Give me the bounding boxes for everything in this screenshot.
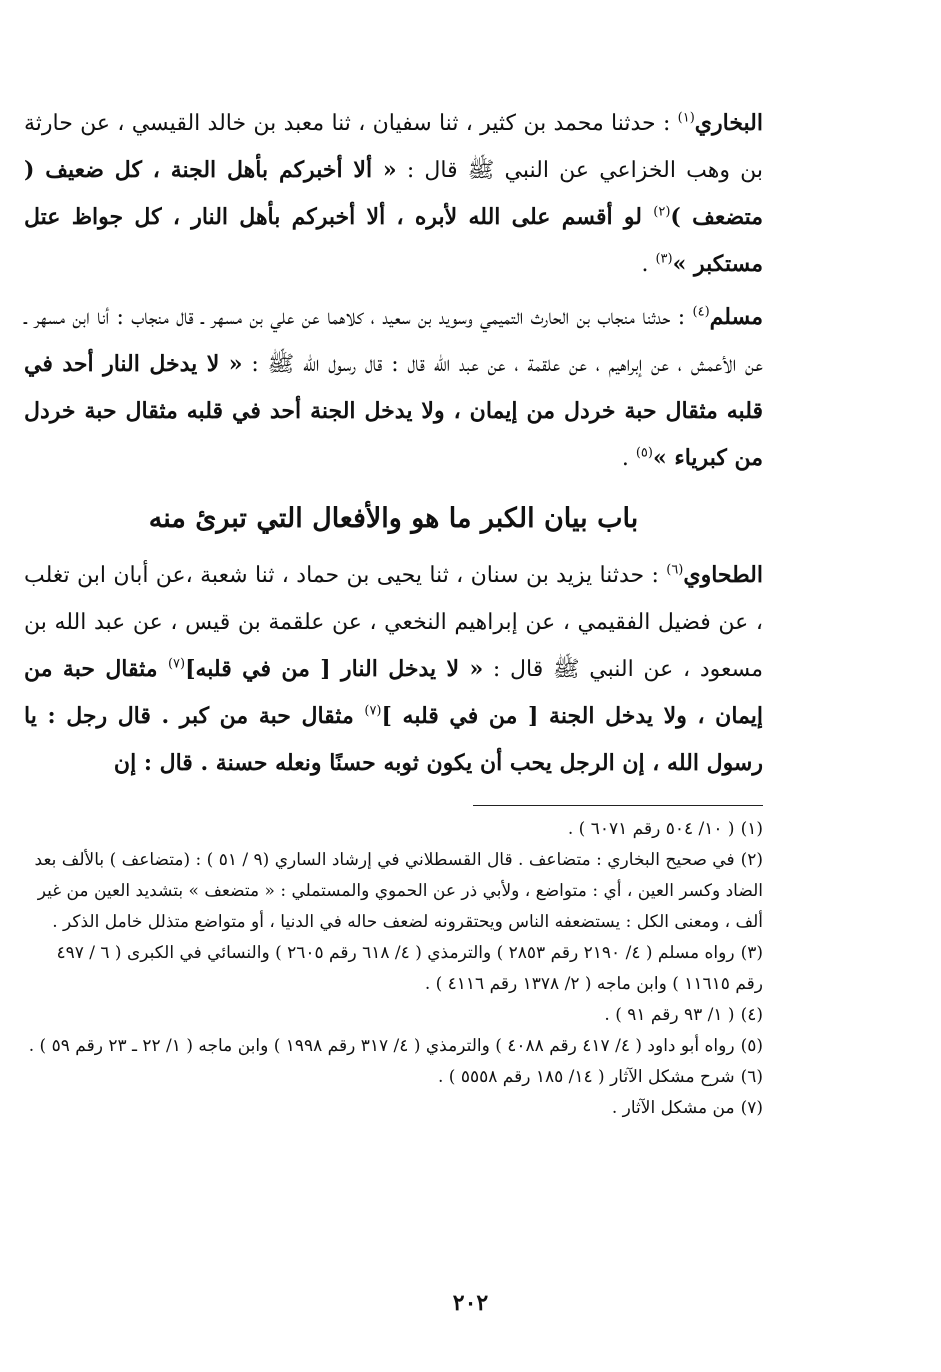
- narrator-name: مسلم: [709, 304, 763, 330]
- footnote-text: ( ١/ ٩٣ رقم ٩١ ) .: [604, 1005, 735, 1025]
- footnote-item: [24, 1093, 763, 1124]
- footnote-ref[interactable]: (٥): [635, 445, 653, 461]
- footnote-ref[interactable]: (٣): [655, 251, 673, 267]
- footnote-number: (٣): [740, 943, 763, 963]
- footnote-number: (١): [740, 819, 763, 839]
- end-mark: .: [621, 446, 636, 471]
- footnote-text: شرح مشكل الآثار ( ١٤/ ١٨٥ رقم ٥٥٥٨ ) .: [438, 1067, 735, 1087]
- footnote-ref[interactable]: (٢): [653, 204, 671, 220]
- footnote-item: [24, 845, 763, 938]
- isnad-text: : حدثنا يزيد بن سنان ، ثنا يحيى بن حماد ، ثنا شعبة ،عن أبان ابن تغلب ، عن فضيل الفقيمي ، عن إبراهيم النخعي ، عن علقمة بن قيس ، عن عبد الله بن مسعود ، عن النبي ﷺ قال :: [24, 563, 764, 682]
- paragraph-tahawi: [24, 552, 763, 787]
- footnotes: [24, 814, 763, 1124]
- footnote-text: من مشكل الآثار .: [611, 1098, 735, 1118]
- footnote-item: [24, 938, 763, 1000]
- narrator-name: البخاري: [694, 110, 763, 136]
- paragraph-muslim: [24, 294, 763, 482]
- page-number: ٢٠٢: [452, 1290, 489, 1316]
- hadith-text: مثقال حبة من كبر . قال رجل : يا رسول الله ، إن الرجل يحب أن يكون ثوبه حسنًا ونعله حسنة . قال : إن: [24, 703, 763, 776]
- footnote-number: (٢): [740, 850, 763, 870]
- footnote-text: ( ١٠/ ٥٠٤ رقم ٦٠٧١ ) .: [567, 819, 735, 839]
- footnote-ref[interactable]: (٦): [666, 562, 684, 578]
- footnote-item: [24, 1062, 763, 1093]
- footnote-ref[interactable]: (٧): [167, 656, 186, 672]
- end-mark: .: [641, 252, 656, 277]
- chapter-heading: باب بيان الكبر ما هو والأفعال التي تبرئ منه: [148, 503, 639, 534]
- footnote-item: [24, 1000, 763, 1031]
- paragraph-bukhari: [24, 100, 763, 288]
- footnote-ref[interactable]: (٤): [692, 304, 710, 320]
- footnote-text: في صحيح البخاري : متضاعف . قال القسطلاني في إرشاد الساري (٩ / ٥١ ) : (متضاعف ) بالألف بعد الضاد وكسر العين ، أي : متواضع ، ولأبي ذر عن الحموي والمستملي : « متضعف » بتشديد العين من غير ألف ، ومعنى الكل : يستضعفه الناس ويحتقرونه لضعف حاله في الدنيا ، أو متواضع متذلل خامل الذكر .: [34, 850, 763, 932]
- hadith-text: مثقال حبة من إيمان ، ولا يدخل الجنة [ من في قلبه ]: [24, 656, 763, 729]
- hadith-text: لو أقسم على الله لأبره ، ألا أخبركم بأهل النار ، كل جواظ عتل مستكبر »: [24, 204, 763, 277]
- footnote-item: [24, 1031, 763, 1062]
- footnote-item: [24, 814, 763, 845]
- footnote-number: (٧): [740, 1098, 763, 1118]
- main-text: [24, 100, 763, 787]
- narrator-name: الطحاوي: [683, 562, 763, 588]
- footnote-number: (٦): [740, 1067, 763, 1087]
- footnote-text: رواه مسلم ( ٤/ ٢١٩٠ رقم ٢٨٥٣ ) والترمذي ( ٤/ ٦١٨ رقم ٢٦٠٥ ) والنسائي في الكبرى ( ٦ / ٤٩٧ رقم ١١٦١٥ ) وابن ماجه ( ٢/ ١٣٧٨ رقم ٤١١٦ ) .: [56, 943, 763, 994]
- footnote-ref[interactable]: (١): [677, 110, 695, 126]
- hadith-text: « لا يدخل النار أحد في قلبه مثقال حبة خردل من إيمان ، ولا يدخل الجنة أحد في قلبه مثقال حبة خردل من كبرياء »: [24, 351, 763, 471]
- hadith-text: « ألا أخبركم بأهل الجنة ، كل ضعيف ( متضعف ): [24, 157, 763, 230]
- footnote-text: رواه أبو داود ( ٤/ ٤١٧ رقم ٤٠٨٨ ) والترمذي ( ٤/ ٣١٧ رقم ١٩٩٨ ) وابن ماجه ( ١/ ٢٢ ـ ٢٣ رقم ٥٩ ) .: [28, 1036, 735, 1056]
- hadith-text: « لا يدخل النار [ من في قلبه]: [185, 656, 484, 682]
- footnote-number: (٤): [740, 1005, 763, 1025]
- isnad-text: : حدثنا محمد بن كثير ، ثنا سفيان ، ثنا معبد بن خالد القيسي ، عن حارثة بن وهب الخزاعي عن النبي ﷺ قال :: [24, 111, 763, 183]
- footnote-divider: [473, 805, 763, 806]
- footnote-number: (٥): [740, 1036, 763, 1056]
- isnad-text: : حدثنا منجاب بن الحارث التميمي وسويد بن سعيد ، كلاهما عن علي بن مسهر ـ قال منجاب : أنا ابن مسهر ـ عن الأعمش ، عن إبراهيم ، عن علقمة ، عن عبد الله قال : قال رسول الله ﷺ :: [24, 305, 763, 377]
- footnote-ref[interactable]: (٧): [364, 703, 382, 719]
